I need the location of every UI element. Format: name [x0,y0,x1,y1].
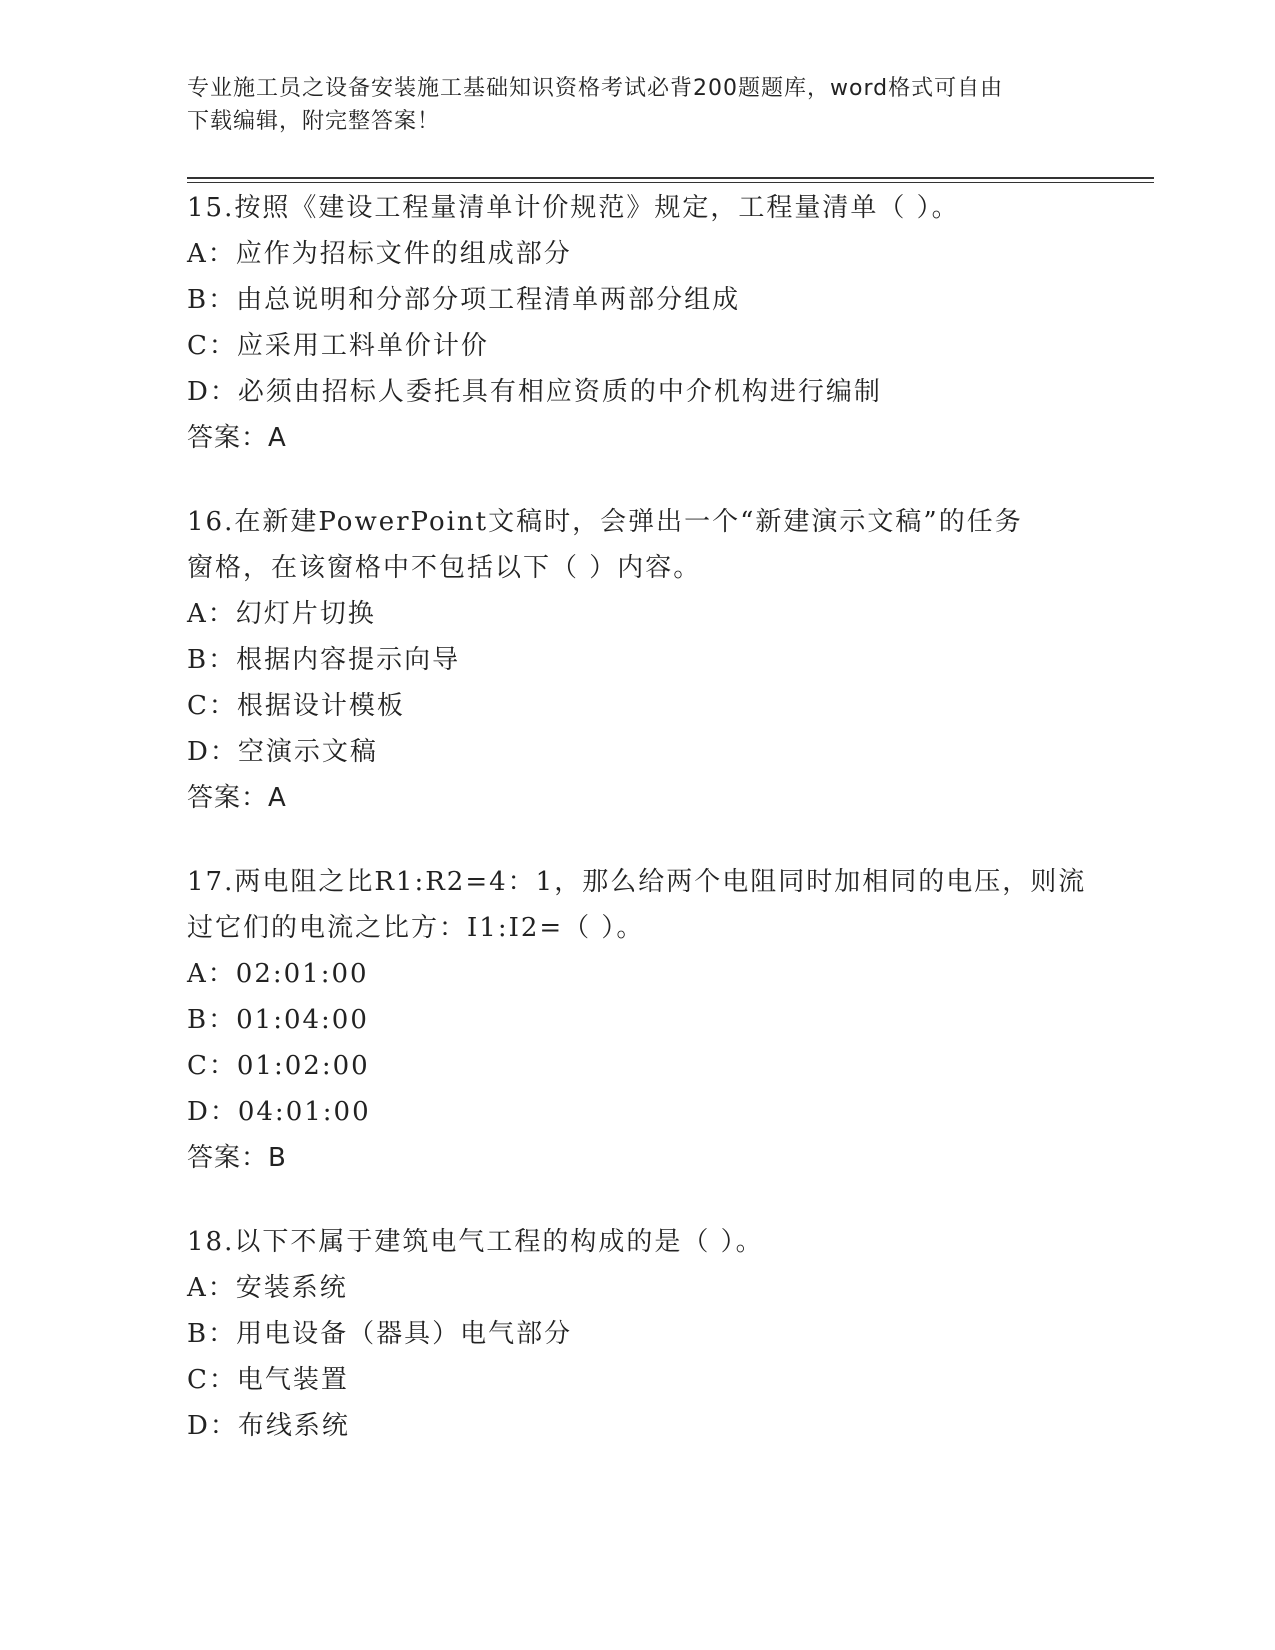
header-line-2: 下载编辑，附完整答案！ [187,109,441,134]
question-block [187,1219,1087,1449]
header-line-1: 专业施工员之设备安装施工基础知识资格考试必背200题题库，word格式可自由 [187,76,1004,101]
option-c: C：电气装置 [187,1365,349,1395]
option-d: D：布线系统 [187,1411,350,1441]
question-stem: 16.在新建PowerPoint文稿时，会弹出一个“新建演示文稿”的任务 [187,507,1023,537]
option-b: B：由总说明和分部分项工程清单两部分组成 [187,285,741,315]
option-a: A：幻灯片切换 [187,599,376,629]
question-stem-continued: 窗格，在该窗格中不包括以下（ ）内容。 [187,553,702,583]
option-b: B：用电设备（器具）电气部分 [187,1319,573,1349]
option-c: C：01:02:00 [187,1051,370,1081]
question-stem-continued: 过它们的电流之比方：I1:I2=（ ）。 [187,913,645,943]
answer: 答案：A [187,423,287,453]
answer: 答案：B [187,1143,287,1173]
question-block [187,499,1087,821]
option-b: B：01:04:00 [187,1005,369,1035]
question-block [187,859,1087,1181]
option-a: A：应作为招标文件的组成部分 [187,239,572,269]
option-a: A：安装系统 [187,1273,348,1303]
option-d: D：空演示文稿 [187,737,378,767]
option-c: C：应采用工料单价计价 [187,331,489,361]
question-list [187,185,1087,1449]
option-d: D：必须由招标人委托具有相应资质的中介机构进行编制 [187,377,882,407]
option-a: A：02:01:00 [187,959,369,989]
question-stem: 17.两电阻之比R1:R2=4：1，那么给两个电阻同时加相同的电压，则流 [187,867,1087,897]
header-divider-thick [187,177,1154,179]
question-stem: 15.按照《建设工程量清单计价规范》规定，工程量清单（ ）。 [187,193,960,223]
header-divider-thin [187,182,1154,183]
question-stem: 18.以下不属于建筑电气工程的构成的是（ ）。 [187,1227,764,1257]
document-header [187,72,1067,138]
question-block [187,185,1087,461]
option-c: C：根据设计模板 [187,691,405,721]
option-d: D：04:01:00 [187,1097,371,1127]
option-b: B：根据内容提示向导 [187,645,461,675]
answer: 答案：A [187,783,287,813]
